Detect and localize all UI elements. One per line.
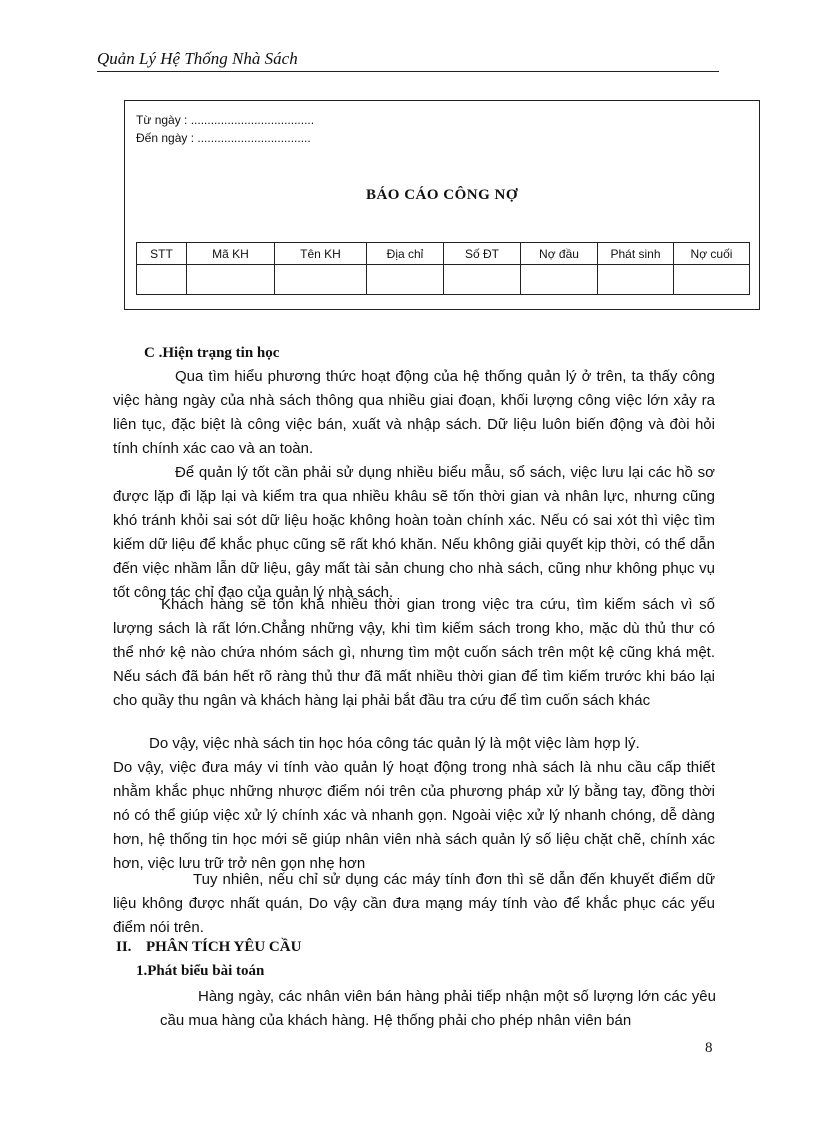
section-c-para-6: Tuy nhiên, nếu chỉ sử dụng các máy tính đơn thì sẽ dẫn đến khuyết điểm dữ liệu không được nhất quán, Do vậy cần đưa mạng máy tính vào để khắc phục các yếu điểm nói trên. — [113, 871, 715, 936]
report-title: BÁO CÁO CÔNG NỢ — [365, 187, 519, 203]
table-row — [137, 265, 750, 295]
table-cell — [598, 265, 674, 295]
section-c-heading: C .Hiện trạng tin học — [144, 345, 280, 361]
col-header-phat-sinh: Phát sinh — [598, 243, 674, 265]
header-title: Quản Lý Hệ Thống Nhà Sách — [97, 49, 298, 68]
col-header-dia-chi: Địa chỉ — [367, 243, 444, 265]
table-header-row — [137, 243, 750, 265]
header-rule — [97, 71, 719, 72]
table-cell — [367, 265, 444, 295]
section-c-para-5: Do vậy, việc đưa máy vi tính vào quản lý hoạt động trong nhà sách là nhu cầu cấp thiết nhằm khắc phục những nhược điểm nói trên của phương pháp xử lý bằng tay, đồng thời nó có thể giúp việc xử lý chính xác và nhanh gọn. Ngoài việc xử lý nhanh chóng, dễ dàng hơn, hệ thống tin học mới sẽ giúp nhân viên nhà sách quản lý số liệu chặt chẽ, chính xác hơn, việc lưu trữ trở nên gọn nhẹ hơn — [113, 759, 715, 872]
page-number: 8 — [705, 1040, 713, 1056]
report-form — [124, 100, 760, 310]
section-ii-title: PHÂN TÍCH YÊU CẦU — [146, 939, 302, 955]
col-header-so-dt: Số ĐT — [444, 243, 521, 265]
col-header-ma-kh: Mã KH — [187, 243, 275, 265]
section-ii-heading — [116, 935, 301, 959]
col-header-ten-kh: Tên KH — [275, 243, 367, 265]
section-c-para-4: Do vậy, việc nhà sách tin học hóa công tác quản lý là một việc làm hợp lý. — [149, 735, 640, 752]
col-header-no-cuoi: Nợ cuối — [674, 243, 750, 265]
section-ii-number: II. — [116, 939, 132, 955]
section-c-para-1: Qua tìm hiểu phương thức hoạt động của hệ thống quản lý ở trên, ta thấy công việc hàng ngày của nhà sách thông qua nhiều giai đoạn, khối lượng công việc lớn xảy ra liên tục, đặc biệt là công việc bán, xuất và nhập sách. Dữ liệu luôn biến động và đòi hỏi tính chính xác cao và an toàn. — [113, 368, 715, 457]
col-header-no-dau: Nợ đầu — [521, 243, 598, 265]
table-cell — [187, 265, 275, 295]
section-c-para-3: Khách hàng sẽ tốn khá nhiều thời gian trong việc tra cứu, tìm kiếm sách vì số lượng sách là rất lớn.Chẳng những vậy, khi tìm kiếm sách trong kho, mặc dù thủ thư có thể nhớ kệ nào chứa nhóm sách gì, nhưng tìm một cuốn sách trên một kệ cũng khá mệt. Nếu sách đã bán hết rõ ràng thủ thư đã mất nhiều thời gian để tìm kiếm trước khi báo lại cho quầy thu ngân và khách hàng lại phải bắt đầu tra cứu để tìm cuốn sách khác — [113, 596, 715, 709]
section-ii-para-1: Hàng ngày, các nhân viên bán hàng phải tiếp nhận một số lượng lớn các yêu cầu mua hàng của khách hàng. Hệ thống phải cho phép nhân viên bán — [160, 988, 716, 1029]
section-ii-subheading: 1.Phát biểu bài toán — [136, 963, 265, 979]
table-cell — [444, 265, 521, 295]
date-from-line: Từ ngày : ..................................... — [136, 113, 315, 127]
debt-report-table — [136, 242, 750, 295]
col-header-stt: STT — [137, 243, 187, 265]
table-cell — [674, 265, 750, 295]
table-cell — [137, 265, 187, 295]
section-c-para-2: Để quản lý tốt cần phải sử dụng nhiều biểu mẫu, sổ sách, việc lưu lại các hồ sơ được lặp đi lặp lại và kiểm tra qua nhiều khâu sẽ tốn thời gian và nhân lực, nhưng cũng khó tránh khỏi sai sót dữ liệu hoặc không hoàn toàn chính xác. Nếu có sai xót thì việc tìm kiếm dữ liệu để khắc phục cũng sẽ rất khó khăn. Nếu không giải quyết kịp thời, có thể dẫn đến việc nhầm lẫn dữ liệu, gây mất tài sản chung cho nhà sách, cũng như không phục vụ tốt công tác chỉ đạo của quản lý nhà sách. — [113, 464, 715, 601]
table-cell — [275, 265, 367, 295]
table-cell — [521, 265, 598, 295]
date-to-line: Đến ngày : .................................. — [136, 131, 311, 145]
